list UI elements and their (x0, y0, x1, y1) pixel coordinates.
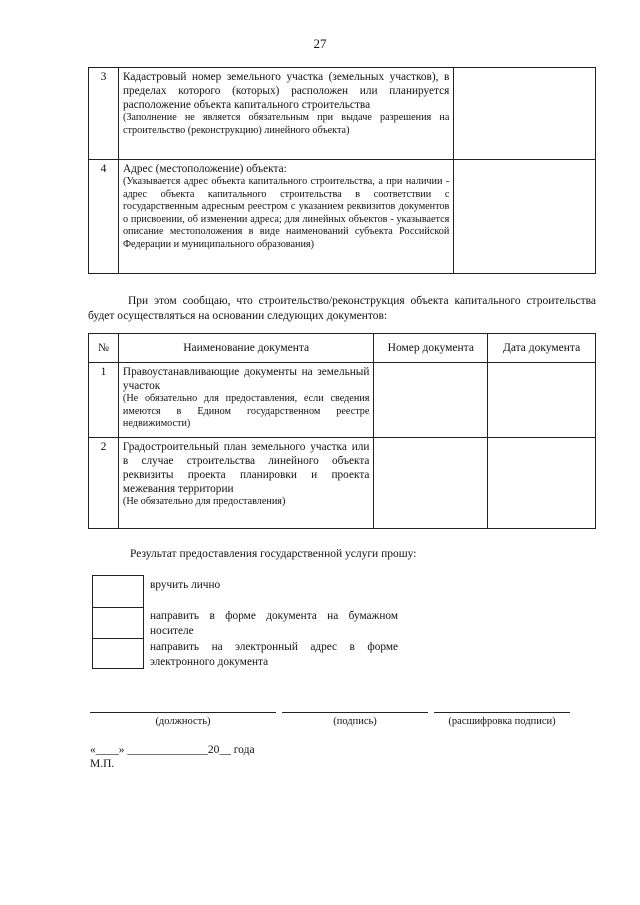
col-header-name: Наименование документа (118, 334, 374, 363)
row-note: (Заполнение не является обязательным при выдаче разрешения на строительство (реконструкцию) линейного объекта) (122, 112, 450, 136)
documents-table (88, 333, 596, 529)
intro-paragraph-text: При этом сообщаю, что строительство/реконструкция объекта капитального строительства будет осуществляться на основании следующих документов: (88, 295, 596, 322)
object-info-table (88, 67, 596, 274)
table-row (89, 363, 596, 438)
doc-date-cell[interactable] (488, 363, 596, 438)
doc-date-cell[interactable] (488, 438, 596, 529)
decoding-label: (расшифровка подписи) (448, 716, 556, 727)
row-label (118, 438, 374, 529)
row-text: Градостроительный план земельного участка или в случае строительства линейного объекта реквизиты проекта планировки и проекта межевания территории (122, 441, 370, 495)
col-header-number: № (89, 334, 119, 363)
col-header-doc-number: Номер документа (374, 334, 488, 363)
row-note: (Указывается адрес объекта капитального строительства, а при наличии - адрес объекта капитального строительства в соответствии с государственным адресным реестром с указанием реквизитов документов о присвоении, об изменении адреса; для линейных объектов - указывается описание местоположения в виде наименований субъекта Российской Федерации и муниципального образования) (122, 176, 450, 250)
table-row (89, 160, 596, 274)
row-text: Адрес (местоположение) объекта: (122, 163, 287, 175)
row-number: 3 (89, 68, 119, 160)
value-cell[interactable] (454, 68, 596, 160)
signature-line[interactable] (282, 712, 428, 713)
table-row (89, 68, 596, 160)
row-label (118, 160, 453, 274)
option-label: направить в форме документа на бумажном носителе (150, 610, 398, 637)
row-label (118, 363, 374, 438)
row-note: (Не обязательно для предоставления) (122, 496, 286, 507)
row-number: 1 (89, 363, 119, 438)
row-text: Правоустанавливающие документы на земельный участок (122, 366, 370, 392)
checkbox-deliver-in-person[interactable] (92, 575, 144, 608)
date-line: «____» ______________20__ года (90, 744, 255, 756)
option-label: вручить лично (150, 579, 221, 591)
row-note: (Не обязательно для предоставления, если сведения имеются в Едином государственном реестре недвижимости) (122, 393, 370, 429)
table-header (89, 334, 596, 363)
result-label: Результат предоставления государственной услуги прошу: (130, 548, 417, 560)
stamp-label: М.П. (90, 758, 115, 770)
doc-number-cell[interactable] (374, 363, 488, 438)
doc-number-cell[interactable] (374, 438, 488, 529)
col-header-doc-date: Дата документа (488, 334, 596, 363)
position-line[interactable] (90, 712, 276, 713)
checkbox-electronic-document[interactable] (92, 638, 144, 669)
table-row (89, 438, 596, 529)
row-text: Кадастровый номер земельного участка (земельных участков), в пределах которого (которых) расположен или планируется расположение объекта капитального строительства (122, 71, 450, 111)
checkbox-paper-document[interactable] (92, 606, 144, 639)
value-cell[interactable] (454, 160, 596, 274)
option-label: направить на электронный адрес в форме электронного документа (150, 641, 398, 668)
intro-paragraph (88, 294, 596, 324)
row-label (118, 68, 453, 160)
decoding-line[interactable] (434, 712, 570, 713)
page-number: 27 (313, 36, 327, 51)
position-label: (должность) (155, 716, 211, 727)
row-number: 4 (89, 160, 119, 274)
signature-label: (подпись) (333, 716, 377, 727)
row-number: 2 (89, 438, 119, 529)
